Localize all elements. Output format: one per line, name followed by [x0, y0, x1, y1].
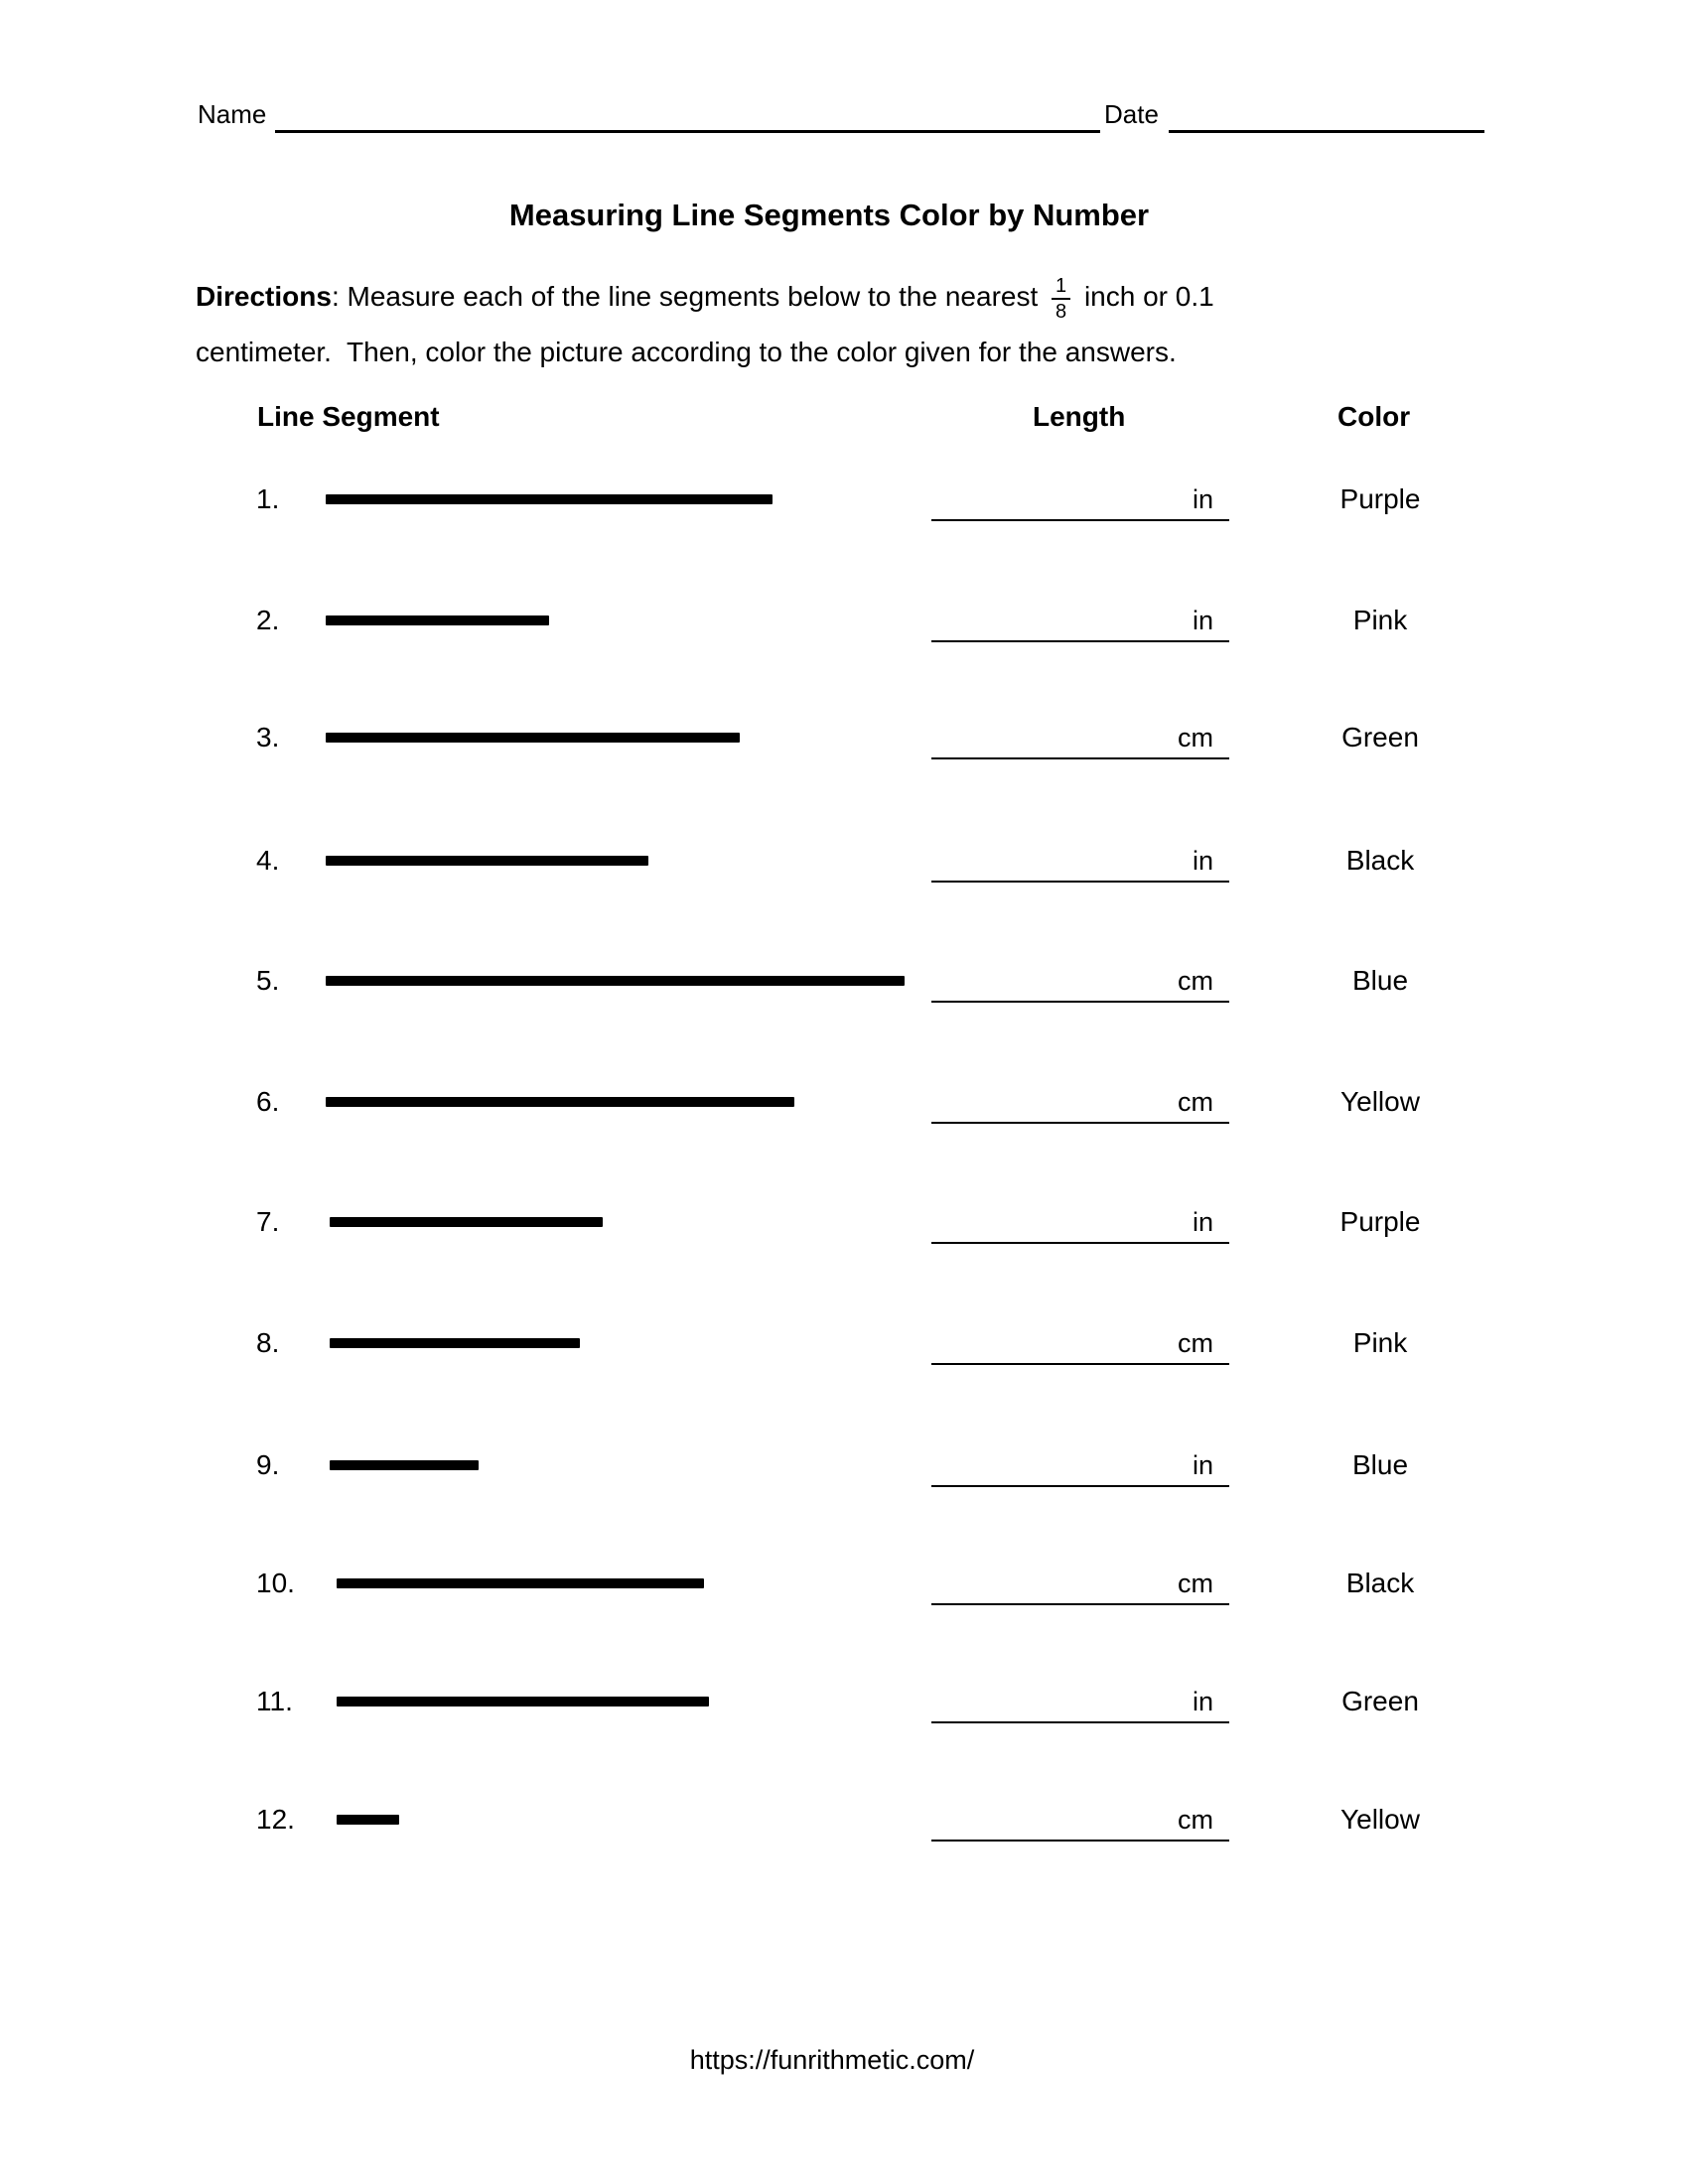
color-label: Black — [1345, 845, 1415, 876]
directions-line1 — [196, 274, 1214, 323]
row-number: 5. — [256, 965, 280, 996]
color-label: Blue — [1351, 1449, 1409, 1480]
answer-blank-line — [931, 1721, 1229, 1723]
answer-blank-line — [931, 1485, 1229, 1487]
segment-line — [337, 1697, 709, 1706]
directions-line2: centimeter. Then, color the picture according to the color given for the answers. — [196, 337, 1177, 367]
segment-line — [326, 976, 905, 986]
unit-label: in — [1192, 1450, 1213, 1480]
color-label: Green — [1341, 722, 1419, 752]
fraction-numerator: 1 — [1052, 275, 1070, 300]
answer-blank-line — [931, 757, 1229, 759]
segment-line — [330, 1460, 479, 1470]
segment-line — [326, 856, 648, 866]
unit-label: in — [1192, 1207, 1213, 1237]
unit-label: in — [1192, 606, 1213, 635]
name-blank-line — [275, 130, 1100, 133]
date-blank-line — [1169, 130, 1484, 133]
color-label: Purple — [1339, 483, 1421, 514]
answer-blank-line — [931, 1603, 1229, 1605]
fraction-denominator: 8 — [1055, 300, 1067, 323]
answer-blank-line — [931, 1363, 1229, 1365]
row-number: 12. — [256, 1804, 295, 1835]
row-number: 9. — [256, 1449, 280, 1480]
color-label: Black — [1345, 1568, 1415, 1598]
unit-label: in — [1192, 846, 1213, 876]
unit-label: cm — [1178, 1087, 1213, 1117]
unit-label: cm — [1178, 1328, 1213, 1358]
column-header-color: Color — [1337, 401, 1411, 432]
footer-url: https://funrithmetic.com/ — [689, 2045, 975, 2075]
segment-line — [330, 1338, 580, 1348]
directions-label: Directions — [196, 281, 332, 312]
segment-line — [326, 733, 740, 743]
row-number: 7. — [256, 1206, 280, 1237]
column-header-line-segment: Line Segment — [257, 401, 440, 432]
row-number: 11. — [256, 1686, 293, 1716]
date-label: Date — [1104, 99, 1159, 129]
color-label: Purple — [1339, 1206, 1421, 1237]
segment-line — [330, 1217, 603, 1227]
unit-label: in — [1192, 484, 1213, 514]
answer-blank-line — [931, 881, 1229, 883]
unit-label: cm — [1178, 1805, 1213, 1835]
answer-blank-line — [931, 519, 1229, 521]
color-label: Yellow — [1340, 1804, 1420, 1835]
row-number: 10. — [256, 1568, 295, 1598]
segment-line — [326, 615, 549, 625]
column-header-length: Length — [1033, 401, 1126, 432]
color-label: Blue — [1351, 965, 1409, 996]
color-label: Pink — [1352, 605, 1408, 635]
unit-label: cm — [1178, 723, 1213, 752]
directions-text-before-fraction: : Measure each of the line segments below to the nearest — [331, 281, 1039, 312]
page-title: Measuring Line Segments Color by Number — [508, 198, 1150, 232]
row-number: 8. — [256, 1327, 280, 1358]
answer-blank-line — [931, 1242, 1229, 1244]
answer-blank-line — [931, 1001, 1229, 1003]
unit-label: in — [1192, 1687, 1213, 1716]
segment-line — [326, 494, 773, 504]
color-label: Pink — [1352, 1327, 1408, 1358]
segment-line — [337, 1578, 704, 1588]
unit-label: cm — [1178, 1569, 1213, 1598]
answer-blank-line — [931, 640, 1229, 642]
answer-blank-line — [931, 1840, 1229, 1842]
row-number: 6. — [256, 1086, 280, 1117]
row-number: 2. — [256, 605, 280, 635]
color-label: Yellow — [1340, 1086, 1420, 1117]
directions-text-after-fraction: inch or 0.1 — [1083, 281, 1214, 312]
fraction-one-eighth — [1052, 275, 1070, 323]
segment-line — [326, 1097, 794, 1107]
name-label: Name — [198, 99, 267, 129]
segment-line — [337, 1815, 399, 1825]
unit-label: cm — [1178, 966, 1213, 996]
row-number: 4. — [256, 845, 280, 876]
row-number: 3. — [256, 722, 280, 752]
answer-blank-line — [931, 1122, 1229, 1124]
row-number: 1. — [256, 483, 280, 514]
color-label: Green — [1341, 1686, 1419, 1716]
